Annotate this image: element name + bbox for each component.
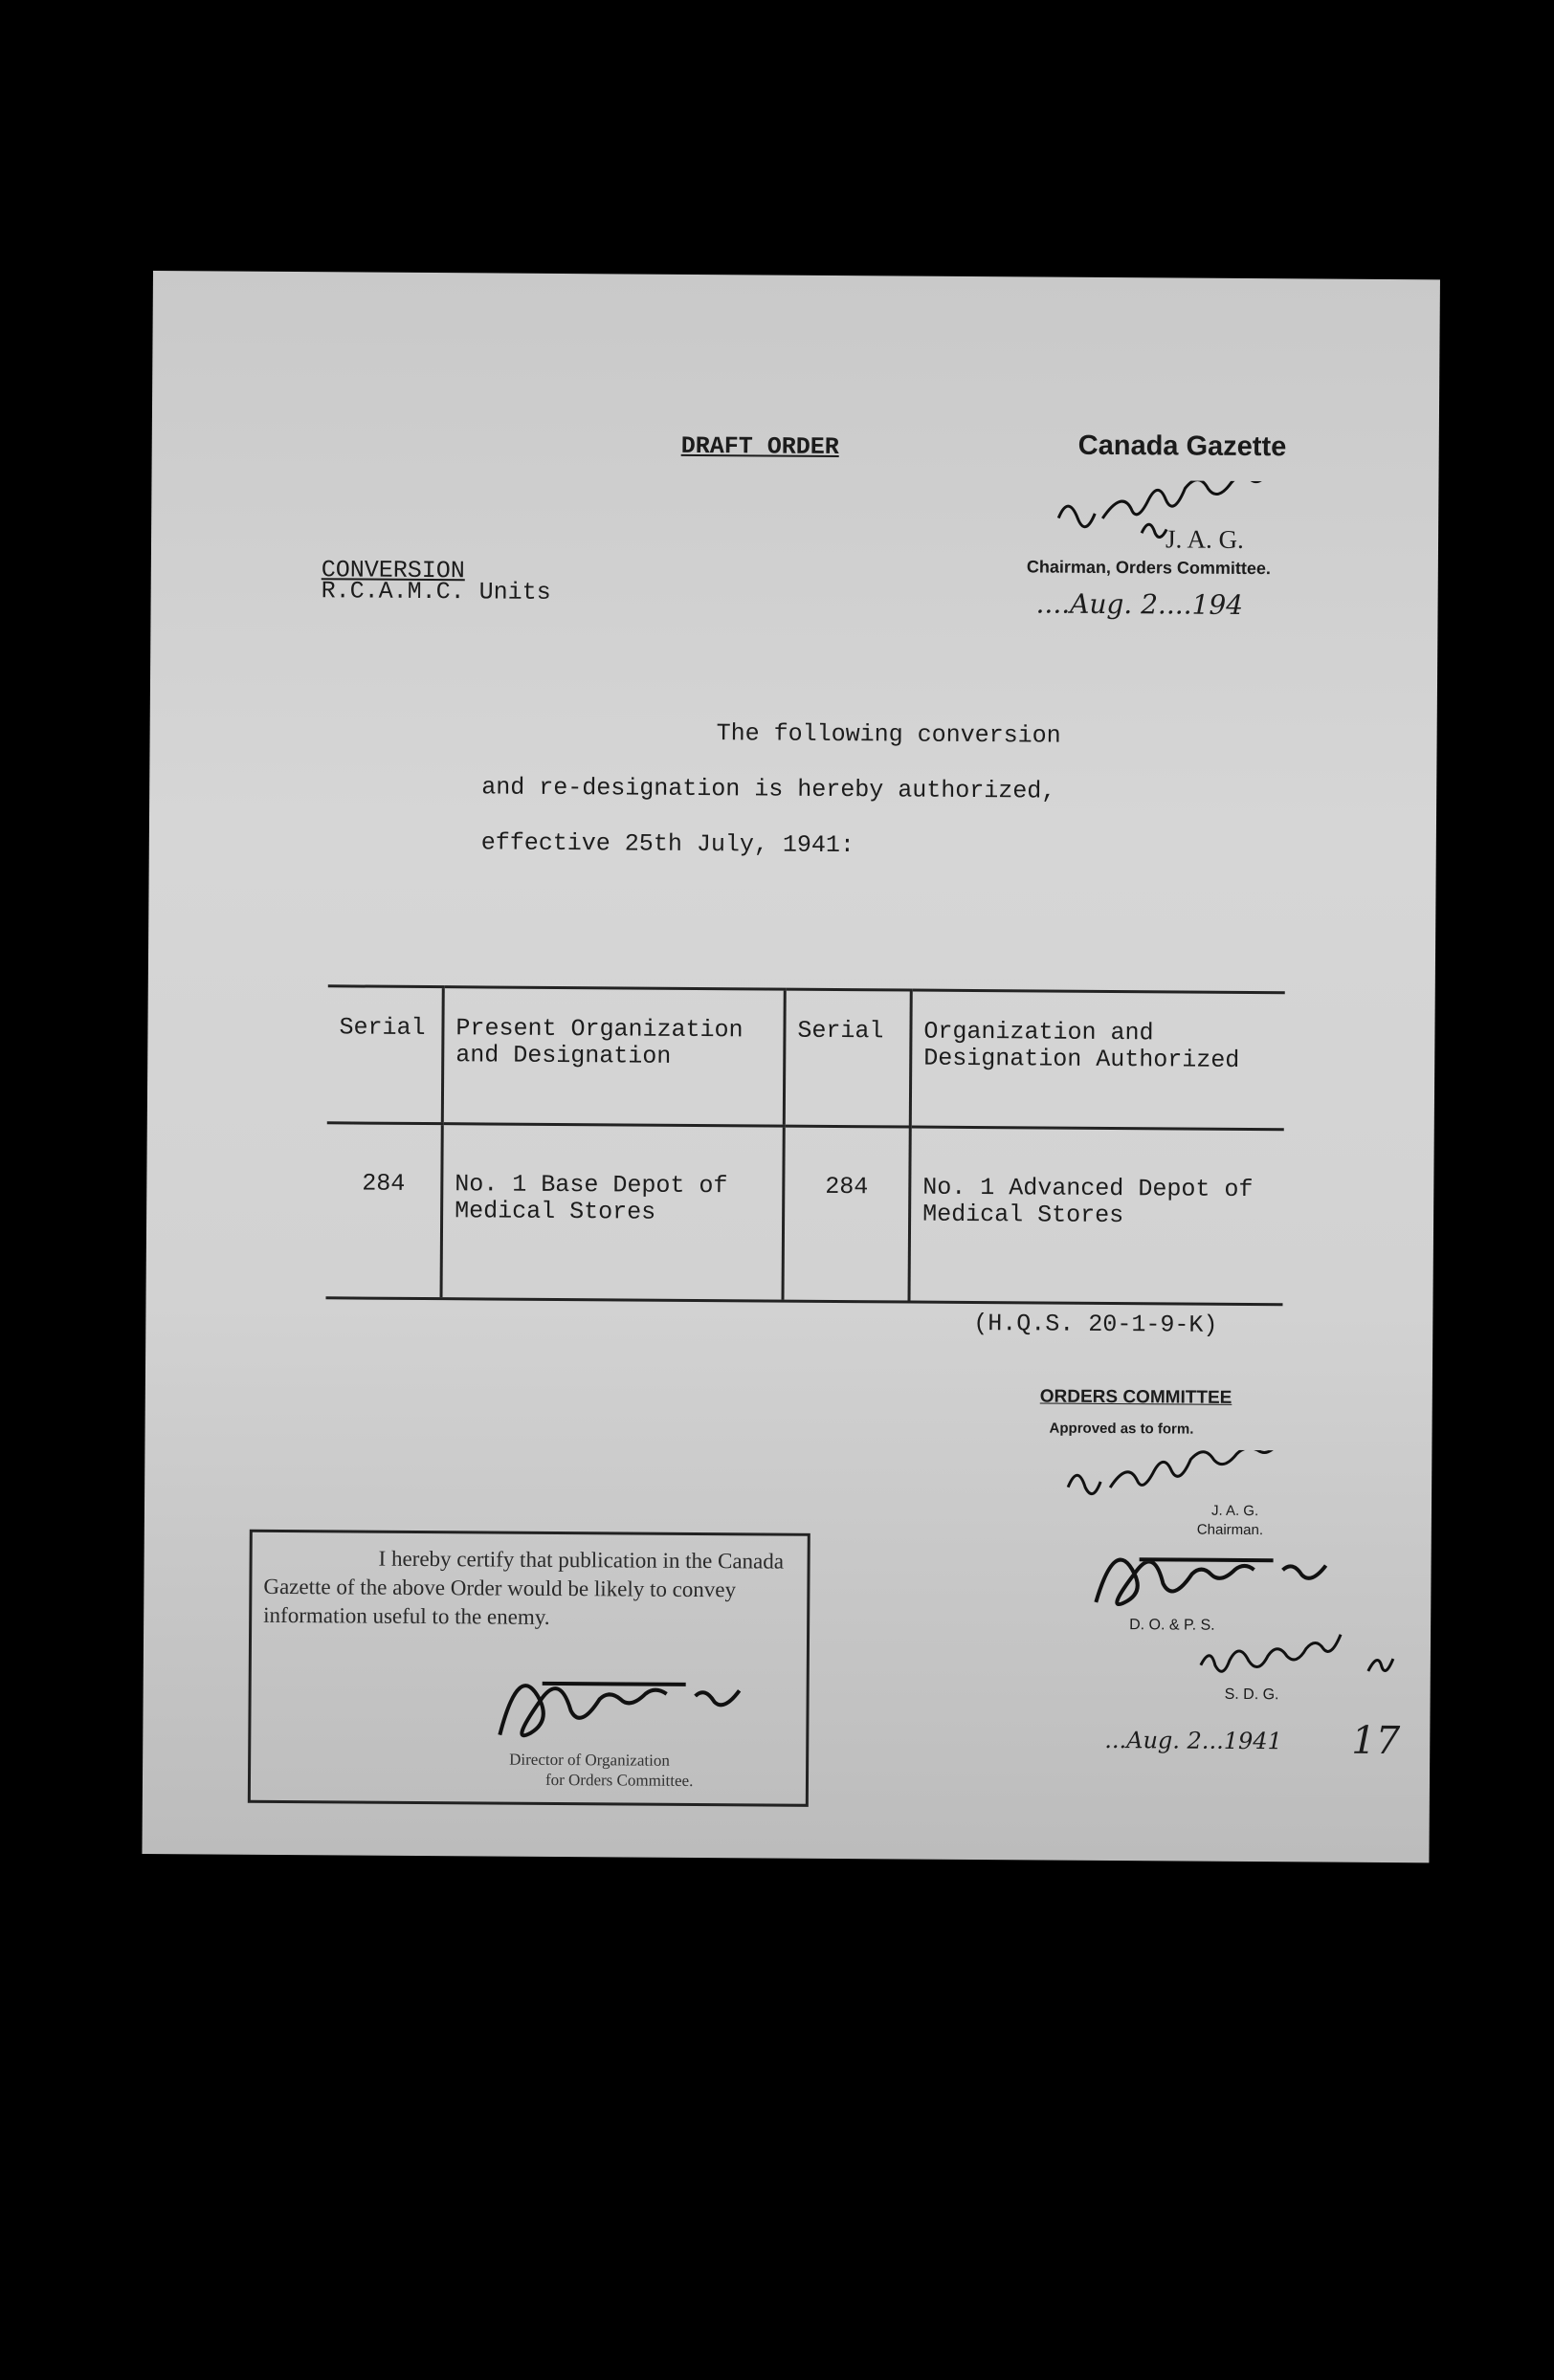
subject-line-2: R.C.A.M.C. Units xyxy=(321,577,551,606)
document-title: DRAFT ORDER xyxy=(680,431,839,462)
header-serial-old: Serial xyxy=(327,986,443,1124)
certification-signature xyxy=(490,1648,797,1755)
certification-stamp xyxy=(248,1530,810,1807)
header-serial-new: Serial xyxy=(784,989,911,1127)
present-cell: No. 1 Base Depot of Medical Stores xyxy=(441,1124,784,1301)
serial-new-cell: 284 xyxy=(783,1126,910,1302)
body-line-2: and re-designation is hereby authorized, xyxy=(481,773,1056,805)
committee-role: Chairman, Orders Committee. xyxy=(1026,557,1272,579)
approval-signature-jag xyxy=(1063,1449,1350,1509)
approval-signature-sdg xyxy=(1196,1627,1407,1686)
approval-signature-dops xyxy=(1086,1535,1393,1623)
approval-date: ...Aug. 2...1941 xyxy=(1104,1726,1282,1755)
approval-jag-label: J. A. G. xyxy=(1210,1502,1259,1520)
certification-text: I hereby certify that publication in the Canada Gazette of the above Order would be likely to convey information useful to the enemy. xyxy=(263,1546,785,1629)
body-line-1: The following conversion xyxy=(716,719,1061,750)
approval-chairman-label: Chairman. xyxy=(1196,1521,1264,1539)
table-row xyxy=(326,1123,1284,1305)
subject-line-1: CONVERSION xyxy=(321,556,465,585)
conversion-table xyxy=(325,984,1284,1306)
sdg-label: S. D. G. xyxy=(1224,1686,1279,1704)
dops-label: D. O. & P. S. xyxy=(1129,1617,1215,1634)
reference-number: (H.Q.S. 20-1-9-K) xyxy=(973,1310,1218,1339)
jag-role: J. A. G. xyxy=(1165,524,1244,554)
header-present: Present Organization and Designation xyxy=(442,987,785,1126)
header-authorized: Organization and Designation Authorized xyxy=(910,990,1284,1130)
body-line-3: effective 25th July, 1941: xyxy=(480,828,855,860)
document-page xyxy=(142,271,1440,1862)
serial-old-cell: 284 xyxy=(326,1123,443,1299)
approved-as-to-form: Approved as to form. xyxy=(1049,1420,1194,1438)
signatory-line-2: for Orders Committee. xyxy=(544,1770,694,1790)
authorized-cell: No. 1 Advanced Depot of Medical Stores xyxy=(909,1127,1284,1305)
signatory-line-1: Director of Organization xyxy=(509,1750,670,1770)
page-number: 17 xyxy=(1351,1718,1401,1764)
certification-signatory xyxy=(509,1750,694,1791)
approval-date-line: ....Aug. 2....194 xyxy=(1035,587,1244,621)
orders-committee-label: ORDERS COMMITTEE xyxy=(1039,1386,1232,1408)
publication-name: Canada Gazette xyxy=(1077,430,1287,463)
